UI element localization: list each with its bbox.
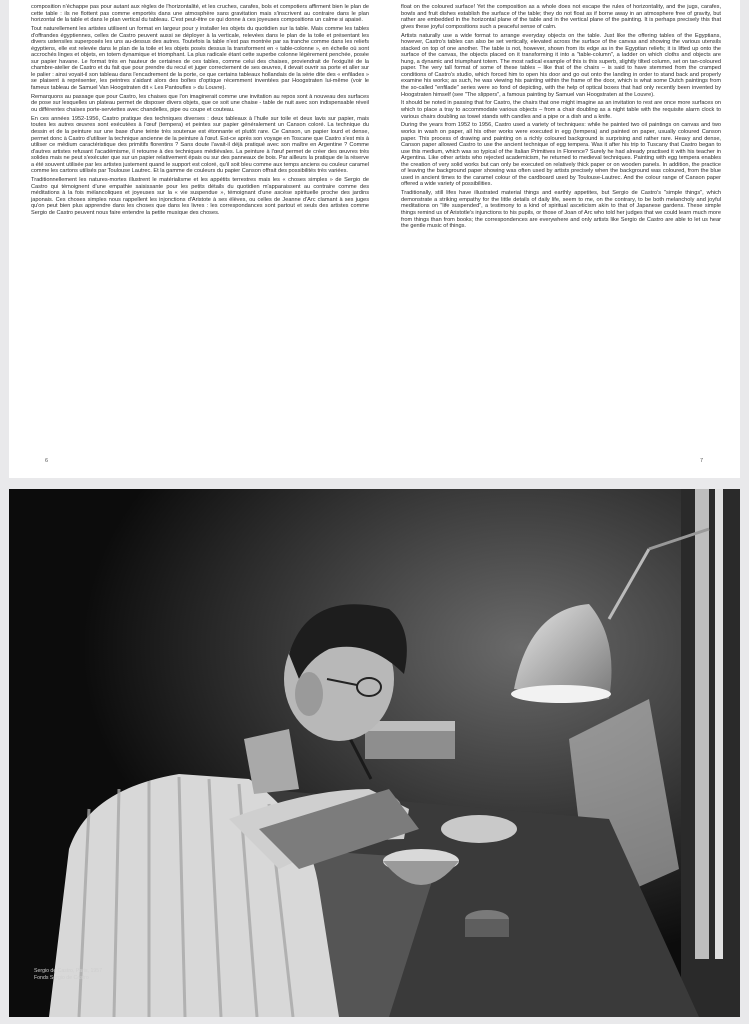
caption-line-2: Fonds Sergio de Castro [34,975,89,981]
photo-caption [34,968,102,982]
right-page-text [401,4,721,232]
left-paragraph-5: Traditionnellement les natures-mortes illustrent le matérialisme et les appétits terrestres mais les « choses simples » de Sergio de Castro qui témoignent d'une empathie saisissante pour les petits détails du quotidien m'apparaissent au contraire comme des méditations à la fois mélancoliques et joyeuses sur la « vie suspendue », témoignant d'une ascèse spirituelle proche des jardins japonais. Ces choses simples nous rappellent les injonctions d'Aristote à ses élèves, ou celles de Jeanne d'Arc clamant à ses juges qu'on peut bien plus apprendre dans les choses que dans les livres : les correspondances sont partout et seuls des artistes comme Sergio de Castro peuvent nous faire entendre la petite musique des choses. [31,177,369,216]
page-number-right: 7 [700,458,704,464]
studio-photograph [9,489,740,1017]
left-page-text [31,4,369,219]
window-frame [681,489,740,1017]
right-paragraph-1: float on the coloured surface! Yet the composition as a whole does not escape the rules of horizontality, and the jugs, carafes, bowls and fruit dishes establish the surface of the table; they do not float as if borne away in an atmosphere free of gravity, but rather are embedded in the horizontal plane of the table and in the vertical plane of the painting. It is perhaps precisely this that gives these joyful compositions such a peaceful sense of calm. [401,4,721,30]
right-paragraph-4: During the years from 1952 to 1956, Castro used a variety of techniques: while he painted two oil paintings on canvas and two works in wash on paper, all his other works were executed in egg (tempera) and painted on paper, usually coloured Canson paper. This process of drawing and painting on a richly coloured background is surprising and rather rare. Heavy and dense, Canson paper allowed Castro to use the ancient technique of egg tempera. Was it after his trip to Tuscany that Castro began to use this medium, which was so typical of the Italian Primitives in Florence? Surely he had already practised it with his teacher in Argentina. Like other artists who rejected academicism, he returned to medieval techniques. Painting with egg tempera enables the creation of very solid works but can only be executed on relatively thick paper or on wooden panels. In addition, the practice of leaving the background paper showing was often used by artists precisely when the background was coloured, from the blue used in ancient times to the caramel colour of the cardboard used by Toulouse-Lautrec. And the colour range of Canson paper offered a wide variety of possibilities. [401,122,721,188]
right-paragraph-3: It should be noted in passing that for Castro, the chairs that one might imagine as an invitation to rest are once more surfaces on which to place a tray to accommodate various objects – from a chair doubling as a night table with the requisite alarm clock to various chairs doubling as towel stands with candles and a pipe or a dish and a knife. [401,100,721,120]
photo-illustration [9,489,740,1017]
left-paragraph-2: Tout naturellement les artistes utilisent un format en largeur pour y installer les objets du quotidien sur la table. Mais comme les tables d'offrandes égyptiennes, celles de Castro peuvent aussi se déployer à la verticale, relevées dans le plan de la toile et présentant les divers ustensiles superposés les uns au-dessus des autres. Toutefois la table n'est pas montrée par sa tranche comme dans les reliefs égyptiens, elle est relevée dans le plan de la toile et les objets posés dessus la transforment en « table-colonne », en échelle où sont accrochés linges et objets, en totem dynamique et triomphant. La plus radicale étant cette superbe colonne légèrement penchée, posée sur papier havane. Le format très en hauteur de certaines de ces tables, comme celui des chaises, proviendrait de l'exiguïté de la chambre-atelier de Castro et du fait que pour prendre du recul et juger correctement de ses œuvres, il devait ouvrir sa porte et aller sur le palier : ainsi voyait-il son tableau dans l'encadrement de la porte, ce que certains tableaux hollandais de la série dite des « enfilades » se plaisent à représenter, les peintres s'aidant alors des boîtes d'optique récemment inventées par Hoogstraten lui-même (voir le fameux tableau de Samuel Van Hoogstraten dit « Les Pantoufles » du Louvre). [31,26,369,91]
left-paragraph-3: Remarquons au passage que pour Castro, les chaises que l'on imaginerait comme une invitation au repos sont à nouveau des surfaces de pose sur lesquelles un plateau permet de disposer divers objets, que ce soit une chaise - table de nuit avec son indispensable réveil ou différentes chaises porte-serviettes avec chandelles, pipe ou coupe et couteau. [31,93,369,113]
page-number-left: 6 [45,458,49,464]
palette-plate [441,815,517,843]
left-paragraph-1: composition n'échappe pas pour autant aux règles de l'horizontalité, et les cruches, carafes, bols et compotiers affirment bien le plan de cette table : ils ne flottent pas comme emportés dans une atmosphère sans gravitation mais s'inscrivent au contraire dans le plan horizontal de la table et dans le plan vertical du tableau. C'est peut-être ce qui donne à ces joyeuses compositions un calme si apaisé. [31,4,369,24]
caption-line-1: Sergio de Castro, Paris, 1957 [34,968,103,974]
left-paragraph-4: En ces années 1952-1956, Castro pratique des techniques diverses : deux tableaux à l'huile sur toile et deux lavis sur papier, mais toutes les autres œuvres sont exécutées à l'œuf (tempera) et peintes sur papier généralement un Canson coloré. La technique du dessin et de la peinture sur une base d'une teinte très soutenue est étonnante et plutôt rare. Ce Canson, un papier lourd et dense, permet donc à Castro d'utiliser la technique ancienne de la peinture à l'œuf. Est-ce après son voyage en Toscane que Castro s'est mis à utiliser ce médium caractéristique des primitifs florentins ? Sans doute l'avait-il déjà pratiqué avec son maître en Argentine ? Comme d'autres artistes refusant l'académisme, il retourne à des techniques médiévales. La peinture à l'œuf permet de créer des œuvres très solides mais ne peut s'exécuter que sur un papier relativement épais ou sur des panneaux de bois. Par ailleurs la pratique de la réserve a été souvent utilisée par les artistes justement quand le support est coloré, qu'il soit bleu comme aux temps anciens ou couleur caramel comme les cartons utilisés par Toulouse Lautrec. Et la gamme de couleurs du papier Canson offrait des possibilités très variées. [31,115,369,175]
book-spread [9,0,740,478]
right-paragraph-5: Traditionally, still lifes have illustrated material things and earthly appetites, but Sergio de Castro's "simple things", which demonstrate a striking empathy for the little details of daily life, seem to me, on the contrary, to be both melancholy and joyful meditations on "life suspended", a testimony to a kind of spiritual asceticism akin to that of Japanese gardens. These simple things remind us of Aristotle's injunctions to his pupils, or those of Joan of Arc who told her judges that we could learn much more from things than from books; the correspondences are everywhere and only artists like Sergio de Castro are able to let us hear the gentle music of things. [401,190,721,230]
right-paragraph-2: Artists naturally use a wide format to arrange everyday objects on the table. Just like the offering tables of the Egyptians, however, Castro's tables can also be set vertically, elevated across the surface of the canvas and showing the various utensils stacked on top of one another. The table is not, however, shown from its edge as in the Egyptian reliefs; it is lifted up onto the surface of the canvas, the objects placed on it transforming it into a "table-column", a ladder on which cloths and objects are hung, a dynamic and triumphant totem. The most radical example of this is this superb, slightly tilted column, set on tan-coloured paper. The very tall format of some of these tables – like that of the chairs – is said to have stemmed from the cramped conditions of Castro's studio, which forced him to open his door and go out onto the landing in order to stand back and properly examine his works; as such, he was viewing his painting within the frame of the door, which is what some Dutch paintings from the so-called "enfilade" series were so fond of depicting, with the help of optical boxes that had only recently been invented by Hoogstraten himself (see "The slippers", a famous painting by Samuel van Hoogstraten at the Louvre). [401,32,721,98]
